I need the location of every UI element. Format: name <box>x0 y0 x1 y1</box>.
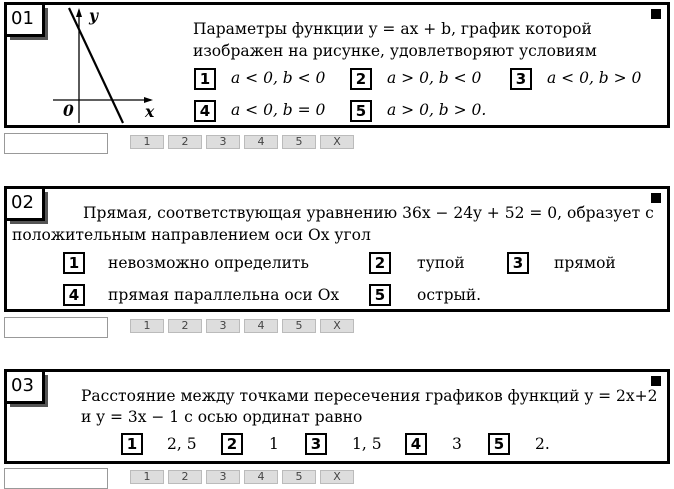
option-2-box[interactable]: 2 <box>369 252 391 274</box>
option-5-text: острый. <box>417 286 482 304</box>
option-4-text: прямая параллельна оси Ox <box>108 286 340 304</box>
option-4-box[interactable]: 4 <box>63 284 85 306</box>
option-3-text: a < 0, b > 0 <box>547 69 642 87</box>
question-text-line2: положительным направлением оси Ox угол <box>12 226 371 244</box>
answer-input-03[interactable] <box>4 468 108 489</box>
key-button-5[interactable]: 5 <box>282 319 316 333</box>
option-1-box[interactable]: 1 <box>194 68 216 90</box>
key-button-1[interactable]: 1 <box>130 135 164 149</box>
option-2-text: a > 0, b < 0 <box>387 69 482 87</box>
option-5-text: 2. <box>535 435 550 453</box>
key-button-x[interactable]: X <box>320 470 354 484</box>
option-2-box[interactable]: 2 <box>350 68 372 90</box>
option-2-text: 1 <box>269 435 279 453</box>
option-1-box[interactable]: 1 <box>121 433 143 455</box>
key-button-3[interactable]: 3 <box>206 135 240 149</box>
key-button-x[interactable]: X <box>320 135 354 149</box>
key-button-4[interactable]: 4 <box>244 470 278 484</box>
key-button-2[interactable]: 2 <box>168 319 202 333</box>
option-1-text: 2, 5 <box>167 435 197 453</box>
key-button-3[interactable]: 3 <box>206 470 240 484</box>
key-button-3[interactable]: 3 <box>206 319 240 333</box>
key-button-5[interactable]: 5 <box>282 135 316 149</box>
question-text-line1: Прямая, соответствующая уравнению 36x − 24y + 52 = 0, образует с <box>83 204 654 222</box>
option-5-text: a > 0, b > 0. <box>387 101 487 119</box>
option-2-box[interactable]: 2 <box>221 433 243 455</box>
key-button-2[interactable]: 2 <box>168 470 202 484</box>
option-3-text: прямой <box>554 254 616 272</box>
option-1-text: a < 0, b < 0 <box>231 69 326 87</box>
question-number: 03 <box>7 372 45 404</box>
key-button-5[interactable]: 5 <box>282 470 316 484</box>
corner-square-icon <box>651 9 661 19</box>
corner-square-icon <box>651 193 661 203</box>
key-button-1[interactable]: 1 <box>130 319 164 333</box>
graph-x-label: x <box>145 102 155 121</box>
answer-input-02[interactable] <box>4 317 108 338</box>
option-3-text: 1, 5 <box>352 435 382 453</box>
option-1-box[interactable]: 1 <box>63 252 85 274</box>
option-3-box[interactable]: 3 <box>305 433 327 455</box>
question-text-line2: и y = 3x − 1 с осью ординат равно <box>81 408 363 426</box>
key-button-x[interactable]: X <box>320 319 354 333</box>
option-2-text: тупой <box>417 254 465 272</box>
question-card-02 <box>4 186 670 312</box>
key-button-2[interactable]: 2 <box>168 135 202 149</box>
option-5-box[interactable]: 5 <box>488 433 510 455</box>
option-5-box[interactable]: 5 <box>350 100 372 122</box>
key-button-1[interactable]: 1 <box>130 470 164 484</box>
question-card-03 <box>4 369 670 464</box>
option-1-text: невозможно определить <box>108 254 309 272</box>
option-4-box[interactable]: 4 <box>405 433 427 455</box>
question-number: 02 <box>7 189 45 221</box>
option-5-box[interactable]: 5 <box>369 284 391 306</box>
graph-y-label: y <box>89 6 99 25</box>
question-text-line1: Параметры функции y = ax + b, график которой <box>193 20 592 38</box>
graph-origin-label: 0 <box>63 101 74 120</box>
option-4-text: 3 <box>452 435 462 453</box>
option-3-box[interactable]: 3 <box>510 68 532 90</box>
question-text-line2: изображен на рисунке, удовлетворяют условиям <box>193 42 597 60</box>
question-card-01 <box>4 2 670 128</box>
answer-input-01[interactable] <box>4 133 108 154</box>
option-3-box[interactable]: 3 <box>507 252 529 274</box>
question-text-line1: Расстояние между точками пересечения графиков функций y = 2x+2 <box>81 387 658 405</box>
key-button-4[interactable]: 4 <box>244 135 278 149</box>
corner-square-icon <box>651 376 661 386</box>
option-4-text: a < 0, b = 0 <box>231 101 326 119</box>
option-4-box[interactable]: 4 <box>194 100 216 122</box>
key-button-4[interactable]: 4 <box>244 319 278 333</box>
question-number: 01 <box>7 5 45 37</box>
